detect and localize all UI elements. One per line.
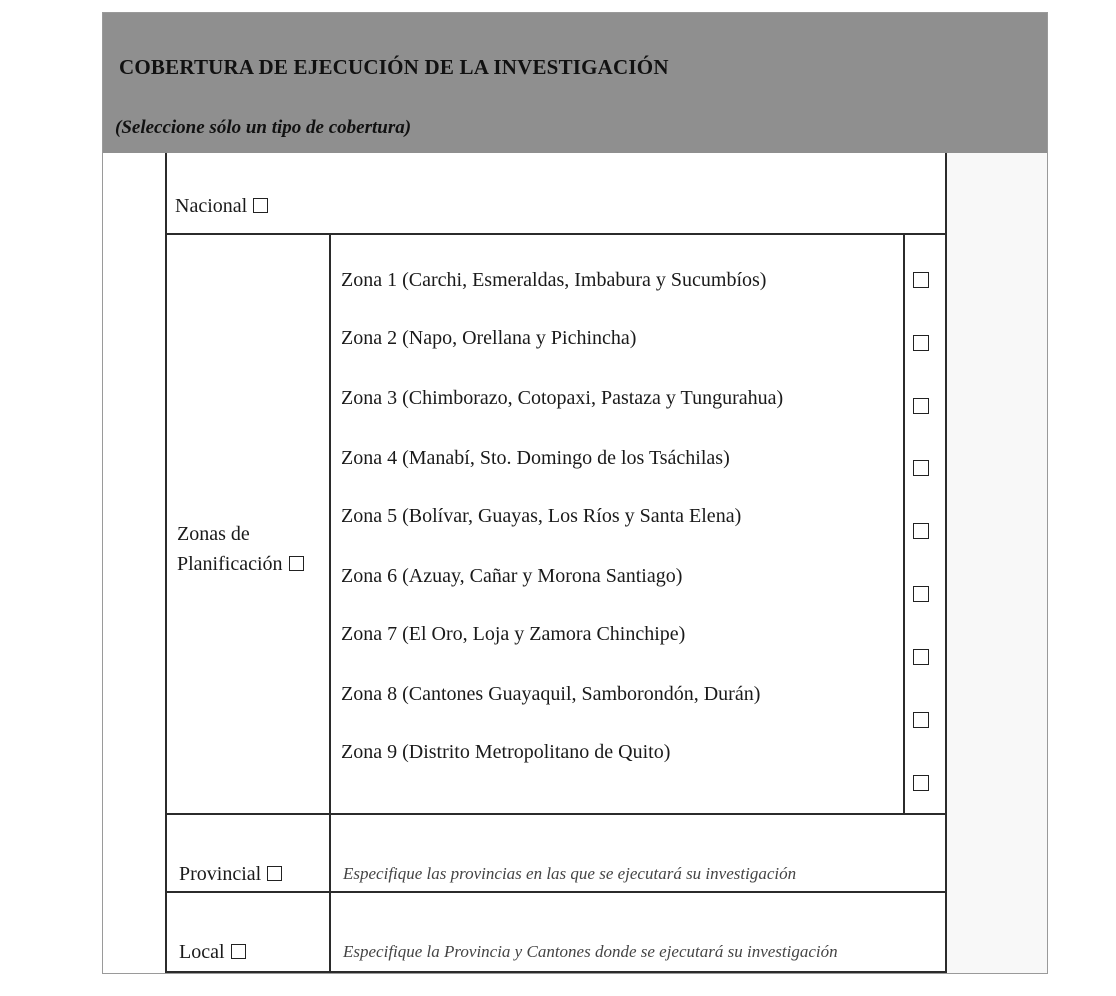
- zone-2-checkbox[interactable]: [913, 335, 929, 351]
- nacional-label: Nacional: [175, 195, 248, 217]
- form-header: [103, 13, 1047, 153]
- nacional-option: [175, 195, 268, 218]
- zone-3-checkbox[interactable]: [913, 398, 929, 414]
- zone-item-4: Zona 4 (Manabí, Sto. Domingo de los Tsáchilas): [341, 447, 730, 469]
- zonas-checkbox[interactable]: [289, 556, 304, 571]
- zonas-label-line2: Planificación: [177, 553, 283, 575]
- nacional-checkbox[interactable]: [253, 198, 268, 213]
- zone-item-6: Zona 6 (Azuay, Cañar y Morona Santiago): [341, 565, 683, 587]
- provincial-instruction[interactable]: Especifique las provincias en las que se ejecutará su investigación: [343, 864, 797, 883]
- zone-8-checkbox[interactable]: [913, 712, 929, 728]
- zone-item-8: Zona 8 (Cantones Guayaquil, Samborondón, Durán): [341, 683, 761, 705]
- zone-item-2: Zona 2 (Napo, Orellana y Pichincha): [341, 327, 637, 349]
- local-instruction[interactable]: Especifique la Provincia y Cantones donde se ejecutará su investigación: [343, 942, 838, 961]
- local-checkbox[interactable]: [231, 944, 246, 959]
- zone-7-checkbox[interactable]: [913, 649, 929, 665]
- zone-item-5: Zona 5 (Bolívar, Guayas, Los Ríos y Santa Elena): [341, 505, 742, 527]
- provincial-label: Provincial: [179, 863, 262, 885]
- zonas-option: [177, 519, 304, 579]
- row-nacional: [167, 153, 945, 235]
- form-subtitle: (Seleccione sólo un tipo de cobertura): [115, 117, 412, 138]
- coverage-form: [102, 12, 1048, 974]
- zone-9-checkbox[interactable]: [913, 775, 929, 791]
- zone-6-checkbox[interactable]: [913, 586, 929, 602]
- zone-1-checkbox[interactable]: [913, 272, 929, 288]
- local-label: Local: [179, 941, 225, 963]
- zone-item-1: Zona 1 (Carchi, Esmeraldas, Imbabura y Sucumbíos): [341, 269, 767, 291]
- zone-item-9: Zona 9 (Distrito Metropolitano de Quito): [341, 741, 671, 763]
- row-divider-zonas-inner: [333, 813, 903, 815]
- zone-item-7: Zona 7 (El Oro, Loja y Zamora Chinchipe): [341, 623, 686, 645]
- row-divider-provincial: [167, 891, 945, 893]
- local-option: [179, 941, 246, 964]
- checkbox-column-divider: [903, 235, 905, 815]
- zone-5-checkbox[interactable]: [913, 523, 929, 539]
- provincial-checkbox[interactable]: [267, 866, 282, 881]
- zone-4-checkbox[interactable]: [913, 460, 929, 476]
- zonas-label-line1: Zonas de: [177, 523, 250, 545]
- zone-item-3: Zona 3 (Chimborazo, Cotopaxi, Pastaza y Tungurahua): [341, 387, 784, 409]
- provincial-option: [179, 863, 282, 886]
- column-divider: [329, 235, 331, 971]
- form-title: COBERTURA DE EJECUCIÓN DE LA INVESTIGACIÓN: [119, 55, 669, 79]
